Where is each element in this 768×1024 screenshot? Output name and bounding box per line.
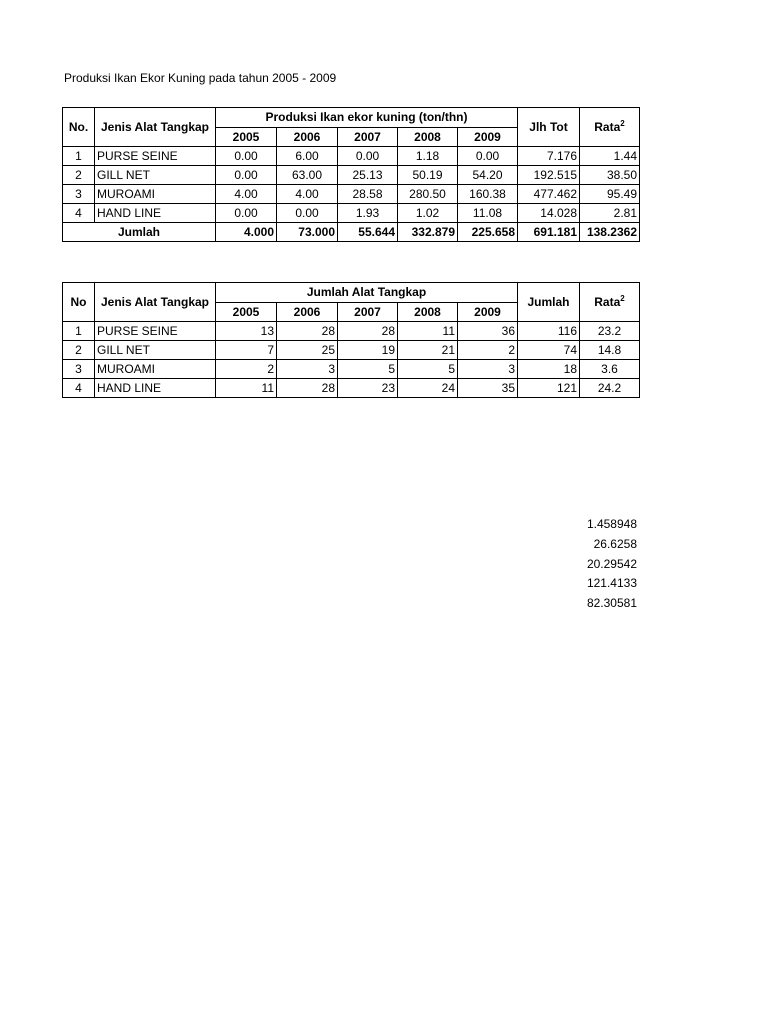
cell-value: 24	[398, 379, 458, 398]
cell-name: GILL NET	[95, 166, 216, 185]
header-year: 2006	[277, 127, 338, 147]
cell-rata: 3.6	[580, 360, 640, 379]
cell-value: 160.38	[458, 185, 518, 204]
table-row	[63, 341, 640, 360]
header-total: Jumlah	[518, 283, 580, 322]
header-year: 2007	[338, 127, 398, 147]
header-total: Jlh Tot	[518, 108, 580, 147]
cell-value: 13	[216, 322, 277, 341]
cell-total: 74	[518, 341, 580, 360]
table-row	[63, 322, 640, 341]
page-title: Produksi Ikan Ekor Kuning pada tahun 2005 - 2009	[64, 71, 337, 85]
cell-name: PURSE SEINE	[95, 322, 216, 341]
cell-value: 23	[338, 379, 398, 398]
sum-row	[63, 223, 640, 242]
loose-value: 26.6258	[593, 537, 637, 551]
cell-rata: 23.2	[580, 322, 640, 341]
cell-rata: 2.81	[580, 204, 640, 223]
cell-total: 7.176	[518, 147, 580, 166]
cell-value: 35	[458, 379, 518, 398]
loose-value: 1.458948	[586, 517, 637, 531]
header-rata: Rata$^2$	[580, 108, 640, 147]
cell-value: 6.00	[277, 147, 338, 166]
cell-value: 19	[338, 341, 398, 360]
table-row	[63, 166, 640, 185]
cell-name: MUROAMI	[95, 360, 216, 379]
sum-label: Jumlah	[63, 223, 216, 242]
cell-value: 25.13	[338, 166, 398, 185]
header-no: No.	[63, 108, 95, 147]
header-rata: Rata$^2$	[580, 283, 640, 322]
cell-total: 477.462	[518, 185, 580, 204]
cell-value: 1.93	[338, 204, 398, 223]
cell-total: 121	[518, 379, 580, 398]
cell-no: 3	[63, 360, 95, 379]
header-no: No	[63, 283, 95, 322]
cell-value: 2	[458, 341, 518, 360]
cell-name: HAND LINE	[95, 379, 216, 398]
table-row	[63, 379, 640, 398]
cell-rata: 1.44	[580, 147, 640, 166]
table-row	[63, 147, 640, 166]
cell-total: 18	[518, 360, 580, 379]
sum-value: 332.879	[398, 223, 458, 242]
cell-name: HAND LINE	[95, 204, 216, 223]
cell-value: 5	[338, 360, 398, 379]
sum-total: 691.181	[518, 223, 580, 242]
cell-no: 1	[63, 147, 95, 166]
cell-value: 11	[216, 379, 277, 398]
gear-count-table	[62, 282, 640, 398]
cell-value: 0.00	[338, 147, 398, 166]
header-group: Produksi Ikan ekor kuning (ton/thn)	[216, 108, 518, 128]
cell-name: MUROAMI	[95, 185, 216, 204]
cell-no: 3	[63, 185, 95, 204]
header-group: Jumlah Alat Tangkap	[216, 283, 518, 303]
cell-value: 25	[277, 341, 338, 360]
cell-value: 3	[458, 360, 518, 379]
cell-name: GILL NET	[95, 341, 216, 360]
table-row	[63, 185, 640, 204]
loose-value: 20.29542	[586, 557, 637, 571]
cell-value: 28	[277, 379, 338, 398]
cell-value: 4.00	[216, 185, 277, 204]
cell-value: 0.00	[458, 147, 518, 166]
header-year: 2009	[458, 127, 518, 147]
cell-rata: 14.8	[580, 341, 640, 360]
cell-value: 50.19	[398, 166, 458, 185]
header-jenis: Jenis Alat Tangkap	[95, 108, 216, 147]
cell-value: 21	[398, 341, 458, 360]
cell-value: 7	[216, 341, 277, 360]
cell-no: 4	[63, 204, 95, 223]
loose-value: 82.30581	[586, 596, 637, 610]
cell-value: 11.08	[458, 204, 518, 223]
cell-rata: 38.50	[580, 166, 640, 185]
production-table	[62, 107, 640, 242]
sum-value: 73.000	[277, 223, 338, 242]
sum-value: 4.000	[216, 223, 277, 242]
cell-rata: 95.49	[580, 185, 640, 204]
cell-value: 0.00	[216, 147, 277, 166]
header-year: 2005	[216, 302, 277, 322]
cell-value: 28.58	[338, 185, 398, 204]
header-year: 2008	[398, 302, 458, 322]
cell-value: 280.50	[398, 185, 458, 204]
cell-value: 28	[277, 322, 338, 341]
table-row	[63, 360, 640, 379]
cell-total: 116	[518, 322, 580, 341]
cell-value: 0.00	[277, 204, 338, 223]
cell-value: 28	[338, 322, 398, 341]
cell-value: 4.00	[277, 185, 338, 204]
header-year: 2009	[458, 302, 518, 322]
header-jenis: Jenis Alat Tangkap	[95, 283, 216, 322]
cell-value: 63.00	[277, 166, 338, 185]
cell-value: 2	[216, 360, 277, 379]
cell-name: PURSE SEINE	[95, 147, 216, 166]
cell-value: 0.00	[216, 166, 277, 185]
cell-value: 3	[277, 360, 338, 379]
sum-value: 225.658	[458, 223, 518, 242]
cell-value: 1.02	[398, 204, 458, 223]
cell-value: 1.18	[398, 147, 458, 166]
cell-total: 14.028	[518, 204, 580, 223]
sum-rata: 138.2362	[580, 223, 640, 242]
header-year: 2006	[277, 302, 338, 322]
cell-value: 0.00	[216, 204, 277, 223]
header-year: 2007	[338, 302, 398, 322]
cell-no: 1	[63, 322, 95, 341]
cell-no: 2	[63, 341, 95, 360]
header-year: 2005	[216, 127, 277, 147]
cell-no: 4	[63, 379, 95, 398]
cell-rata: 24.2	[580, 379, 640, 398]
cell-value: 5	[398, 360, 458, 379]
loose-value: 121.4133	[586, 576, 637, 590]
sum-value: 55.644	[338, 223, 398, 242]
cell-total: 192.515	[518, 166, 580, 185]
cell-value: 54.20	[458, 166, 518, 185]
table-row	[63, 204, 640, 223]
cell-value: 11	[398, 322, 458, 341]
cell-no: 2	[63, 166, 95, 185]
cell-value: 36	[458, 322, 518, 341]
header-year: 2008	[398, 127, 458, 147]
